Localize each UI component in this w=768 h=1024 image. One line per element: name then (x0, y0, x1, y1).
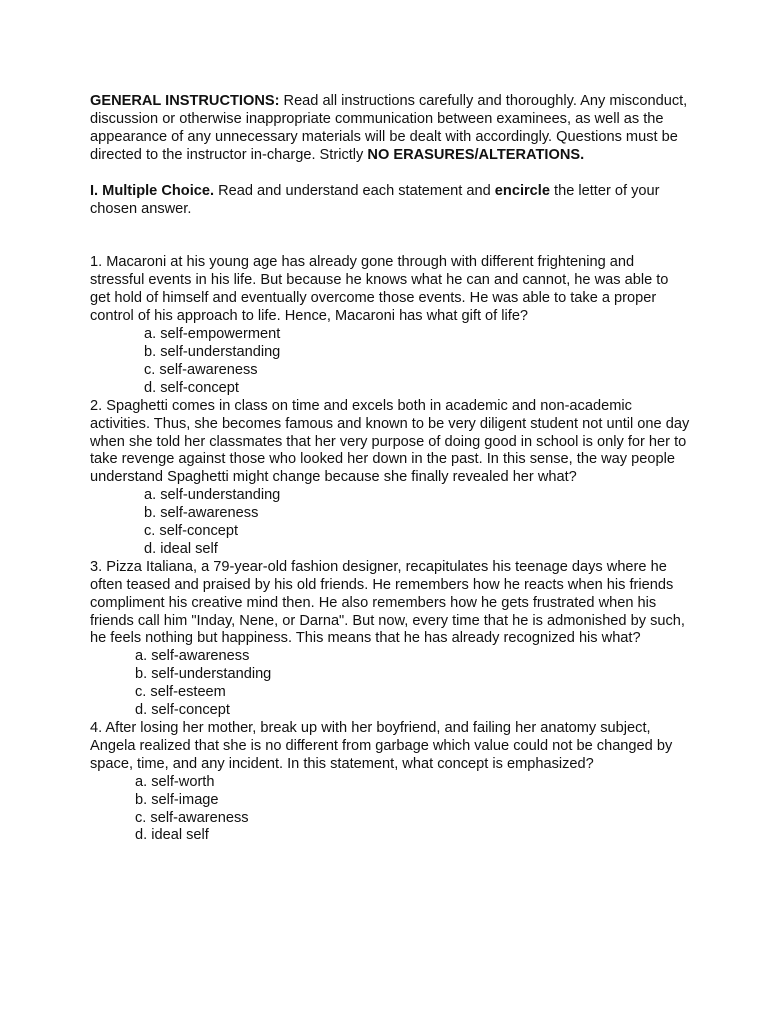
question-2-option-d[interactable]: d. ideal self (144, 540, 218, 557)
question-4-option-b[interactable]: b. self-image (135, 791, 219, 808)
question-4-options (90, 774, 690, 846)
section-heading: I. Multiple Choice. (90, 182, 215, 199)
question-3-options (90, 648, 690, 720)
question-2-option-a[interactable]: a. self-understanding (144, 487, 281, 504)
question-3-stem: 3. Pizza Italiana, a 79-year-old fashion designer, recapitulates his teenage days where he often teased and praised by his old friends. He remembers how he reacts when his friends compliment his creative mind then. He also remembers how he gets frustrated when his friends call him "Inday, Nene, or Darna". But now, every time that he is admonished by such, he feels nothing but happiness. This means that he has already recognized his what? (90, 558, 685, 647)
question-3-option-c[interactable]: c. self-esteem (135, 684, 226, 701)
general-instructions-emphasis: NO ERASURES/ALTERATIONS. (367, 146, 585, 163)
section-instructions (90, 183, 690, 219)
question-1-options (90, 326, 690, 398)
general-instructions-heading: GENERAL INSTRUCTIONS: (90, 93, 280, 109)
question-4-stem: 4. After losing her mother, break up with her boyfriend, and failing her anatomy subject, Angela realized that she is no different from garbage which value could not be changed by space, time, and any incident. In this statement, what concept is emphasized? (90, 720, 673, 772)
question-4-option-d[interactable]: d. ideal self (135, 827, 209, 844)
question-1-option-a[interactable]: a. self-empowerment (144, 326, 281, 343)
question-3-option-b[interactable]: b. self-understanding (135, 666, 272, 683)
question-4-option-c[interactable]: c. self-awareness (135, 809, 249, 826)
question-4-option-a[interactable]: a. self-worth (135, 773, 215, 790)
question-2-option-b[interactable]: b. self-awareness (144, 505, 259, 522)
general-instructions (90, 93, 690, 165)
spacer (90, 218, 690, 254)
question-1-option-d[interactable]: d. self-concept (144, 379, 239, 396)
question-1-stem: 1. Macaroni at his young age has already gone through with different frightening and stressful events in his life. But because he knows what he can and cannot, he was able to get hold of himself and eventually overcome those events. He was able to take a proper control of his approach to life. Hence, Macaroni has what gift of life? (90, 254, 669, 325)
general-instructions-text: Read all instructions carefully and thoroughly. Any misconduct, discussion or otherwise inappropriate communication between examinees, as well as the appearance of any unnecessary materials will be dealt with accordingly. Questions must be directed to the instructor in-charge. Strictly (90, 93, 688, 163)
section-text-before: Read and understand each statement and (214, 182, 495, 199)
spacer (90, 165, 690, 183)
question-3-option-d[interactable]: d. self-concept (135, 702, 230, 719)
question-2-stem: 2. Spaghetti comes in class on time and excels both in academic and non-academic activities. Thus, she becomes famous and known to be very diligent student not until one day when she told her classmates that her very purpose of doing good in school is only for her to take revenge against those who looked her down in the past. In this sense, the way people understand Spaghetti might change because she finally revealed her what? (90, 397, 690, 486)
section-emphasis: encircle (494, 182, 550, 199)
question-2-options (90, 487, 690, 559)
question-1-option-b[interactable]: b. self-understanding (144, 343, 281, 360)
exam-document (90, 93, 690, 845)
question-1-option-c[interactable]: c. self-awareness (144, 361, 258, 378)
question-3-option-a[interactable]: a. self-awareness (135, 648, 250, 665)
section-text-after: the letter of your chosen answer. (90, 182, 660, 217)
question-2-option-c[interactable]: c. self-concept (144, 523, 239, 540)
